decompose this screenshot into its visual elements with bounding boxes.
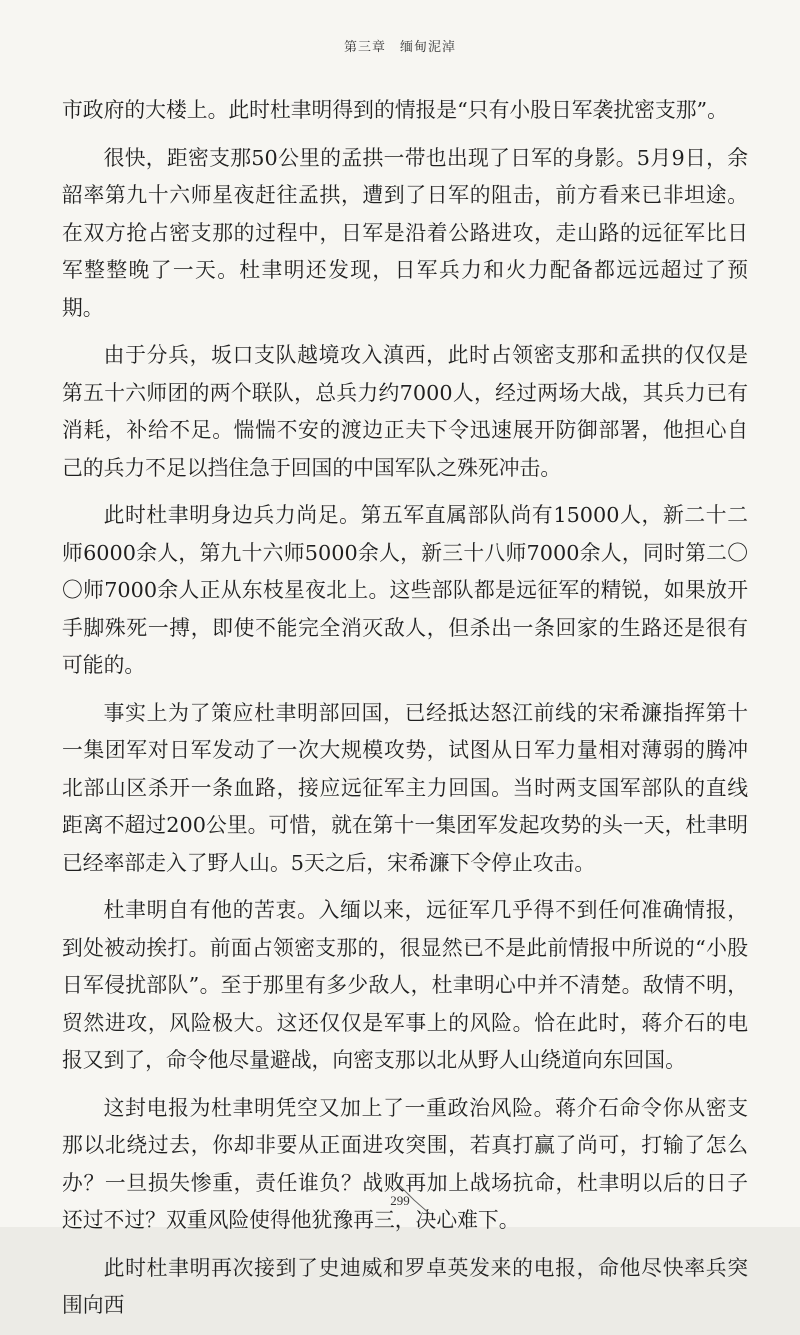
body-text — [62, 92, 748, 1335]
page-number: 299 — [390, 1193, 410, 1208]
paragraph-4: 此时杜聿明身边兵力尚足。第五军直属部队尚有15000人，新二十二师6000余人，第九十六师5000余人，新三十八师7000余人，同时第二〇〇师7000余人正从东枝星夜北上。这些部队都是远征军的精锐，如果放开手脚殊死一搏，即使不能完全消灭敌人，但杀出一条回家的生路还是很有可能的。 — [62, 503, 748, 677]
chapter-number: 第三章 — [343, 40, 386, 55]
paragraph-6: 杜聿明自有他的苦衷。入缅以来，远征军几乎得不到任何准确情报，到处被动挨打。前面占领密支那的，很显然已不是此前情报中所说的“小股日军侵扰部队”。至于那里有多少敌人，杜聿明心中并不清楚。敌情不明，贸然进攻，风险极大。这还仅仅是军事上的风险。恰在此时，蒋介石的电报又到了，命令他尽量避战，向密支那以北从野人山绕道向东回国。 — [62, 898, 748, 1072]
paragraph-3: 由于分兵，坂口支队越境攻入滇西，此时占领密支那和孟拱的仅仅是第五十六师团的两个联队，总兵力约7000人，经过两场大战，其兵力已有消耗，补给不足。惴惴不安的渡边正夫下令迅速展开防御部署，他担心自己的兵力不足以挡住急于回国的中国军队之殊死冲击。 — [62, 343, 748, 480]
paragraph-8: 此时杜聿明再次接到了史迪威和罗卓英发来的电报，命他尽快率兵突围向西 — [62, 1255, 748, 1317]
chapter-title: 缅甸泥淖 — [400, 40, 457, 55]
paragraph-2: 很快，距密支那50公里的孟拱一带也出现了日军的身影。5月9日，余韶率第九十六师星夜赶往孟拱，遭到了日军的阻击，前方看来已非坦途。在双方抢占密支那的过程中，日军是沿着公路进攻，走山路的远征军比日军整整晚了一天。杜聿明还发现，日军兵力和火力配备都远远超过了预期。 — [62, 145, 748, 320]
running-header — [0, 36, 800, 55]
paragraph-1: 市政府的大楼上。此时杜聿明得到的情报是“只有小股日军袭扰密支那”。 — [62, 98, 728, 122]
paragraph-5: 事实上为了策应杜聿明部回国，已经抵达怒江前线的宋希濂指挥第十一集团军对日军发动了一次大规模攻势，试图从日军力量相对薄弱的腾冲北部山区杀开一条血路，接应远征军主力回国。当时两支国军部队的直线距离不超过200公里。可惜，就在第十一集团军发起攻势的头一天，杜聿明已经率部走入了野人山。5天之后，宋希濂下令停止攻击。 — [62, 700, 748, 875]
paragraph-7: 这封电报为杜聿明凭空又加上了一重政治风险。蒋介石命令你从密支那以北绕过去，你却非要从正面进攻突围，若真打赢了尚可，打输了怎么办？一旦损失惨重，责任谁负？战败再加上战场抗命，杜聿明以后的日子还过不过？双重风险使得他犹豫再三，决心难下。 — [62, 1095, 748, 1232]
